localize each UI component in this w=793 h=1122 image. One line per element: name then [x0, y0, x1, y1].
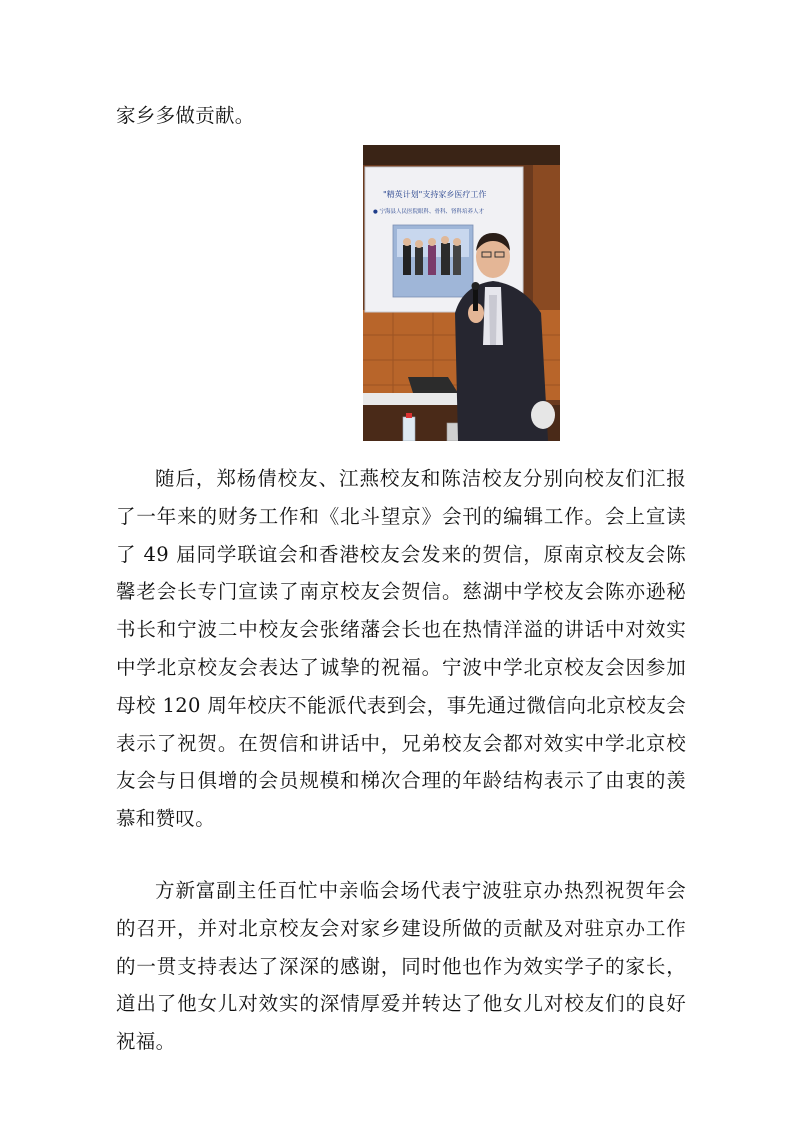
water-bottle	[403, 417, 415, 441]
event-photo-drawing	[363, 145, 560, 441]
slide-subtitle: ● 宁海县人民医院眼科、骨科、肾科培养人才	[373, 209, 485, 215]
slide-title: "精英计划"支持家乡医疗工作	[383, 190, 487, 199]
paragraph-3: 方新富副主任百忙中亲临会场代表宁波驻京办热烈祝贺年会的召开，并对北京校友会对家乡建设所做的贡献及对驻京办工作的一贯支持表达了深深的感谢，同时他也作为效实学子的家长，道出了他女儿对效实的深情厚爱并转达了他女儿对校友们的良好祝福。	[116, 879, 686, 1054]
paragraph-2: 随后，郑杨倩校友、江燕校友和陈洁校友分别向校友们汇报了一年来的财务工作和《北斗望京》会刊的编辑工作。会上宣读了 49 届同学联谊会和香港校友会发来的贺信，原南京校友会陈馨老会长专门宣读了南京校友会贺信。慈湖中学校友会陈亦逊秘书长和宁波二中校友会张绪藩会长也在热情洋溢的讲话中对效实中学北京校友会表达了诚挚的祝福。宁波中学北京校友会因参加母校 120 周年校庆不能派代表到会，事先通过微信向北京校友会表示了祝贺。在贺信和讲话中，兄弟校友会都对效实中学北京校友会与日俱增的会员规模和梯次合理的年龄结构表示了由衷的羡慕和赞叹。	[116, 467, 686, 831]
event-photo	[363, 145, 560, 441]
paragraph-1: 家乡多做贡献。	[116, 104, 255, 127]
microphone	[473, 287, 478, 311]
